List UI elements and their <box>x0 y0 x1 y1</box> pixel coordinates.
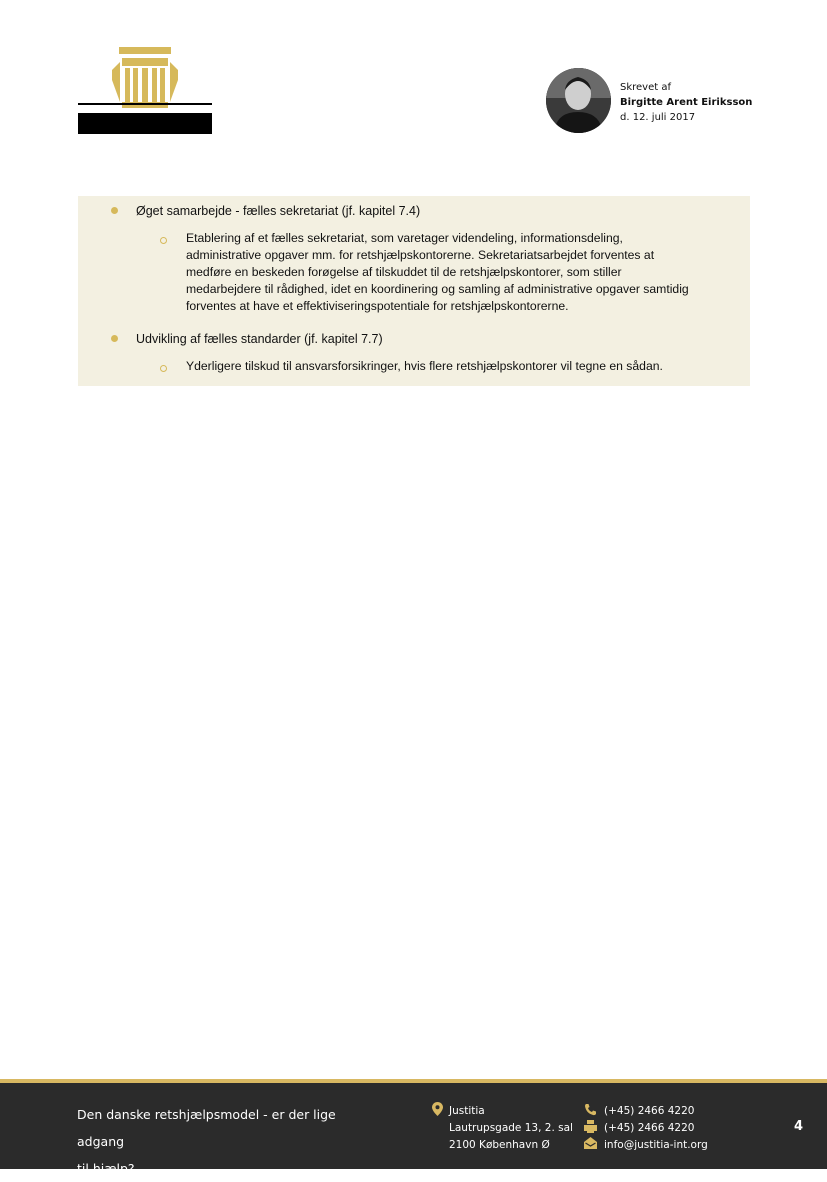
footer-title-line: til hjælp? <box>77 1161 135 1176</box>
text-line: medarbejdere til rådighed, idet en koordinering og samling af administrative opgaver samtidig <box>186 282 689 296</box>
bullet-item: Øget samarbejde - fælles sekretariat (jf. kapitel 7.4) <box>136 204 421 218</box>
footer-title <box>77 1101 377 1182</box>
text-line: forventes at have et effektiviseringspotentiale for retshjælpskontorerne. <box>186 299 569 313</box>
page-number: 4 <box>794 1119 804 1134</box>
bullet-dot <box>111 335 118 342</box>
page-footer <box>0 1083 827 1176</box>
bullet-item: Udvikling af fælles standarder (jf. kapitel 7.7) <box>136 332 383 346</box>
text-line: administrative opgaver mm. for retshjælpskontorerne. Sekretariatsarbejdet forventes at <box>186 248 655 262</box>
email-icon <box>584 1137 597 1152</box>
author-name: Birgitte Arent Eiriksson <box>620 97 753 108</box>
author-avatar <box>546 68 611 133</box>
footer-title-line: Den danske retshjælpsmodel - er der lige adgang <box>77 1107 336 1149</box>
phone-number: (+45) 2466 4220 <box>604 1105 695 1117</box>
street-address: Lautrupsgade 13, 2. sal <box>449 1122 573 1134</box>
location-icon <box>432 1102 443 1119</box>
text-line: Etablering af et fælles sekretariat, som varetager videndeling, informationsdeling, <box>186 231 623 245</box>
sub-bullet-ring <box>160 237 167 244</box>
sub-bullet-text <box>186 230 746 315</box>
org-name: Justitia <box>449 1105 485 1117</box>
sub-bullet-text <box>186 358 746 375</box>
author-date: d. 12. juli 2017 <box>620 112 696 123</box>
author-block <box>546 68 766 134</box>
fax-number: (+45) 2466 4220 <box>604 1122 695 1134</box>
text-line: medføre en beskeden forøgelse af tilskuddet til de retshjælpskontorer, som stiller <box>186 265 622 279</box>
logo-wordmark-bar <box>78 113 212 134</box>
email-address[interactable]: info@justitia-int.org <box>604 1139 708 1151</box>
fax-icon <box>584 1120 597 1136</box>
footer-contact <box>604 1103 708 1154</box>
text-line: Yderligere tilskud til ansvarsforsikringer, hvis flere retshjælpskontorer vil tegne en sådan. <box>186 359 663 373</box>
sub-bullet-ring <box>160 365 167 372</box>
bullet-dot <box>111 207 118 214</box>
logo-rule <box>78 103 212 105</box>
footer-address <box>449 1103 573 1154</box>
phone-icon <box>584 1103 597 1119</box>
city-address: 2100 København Ø <box>449 1139 550 1151</box>
written-by-label: Skrevet af <box>620 82 672 93</box>
